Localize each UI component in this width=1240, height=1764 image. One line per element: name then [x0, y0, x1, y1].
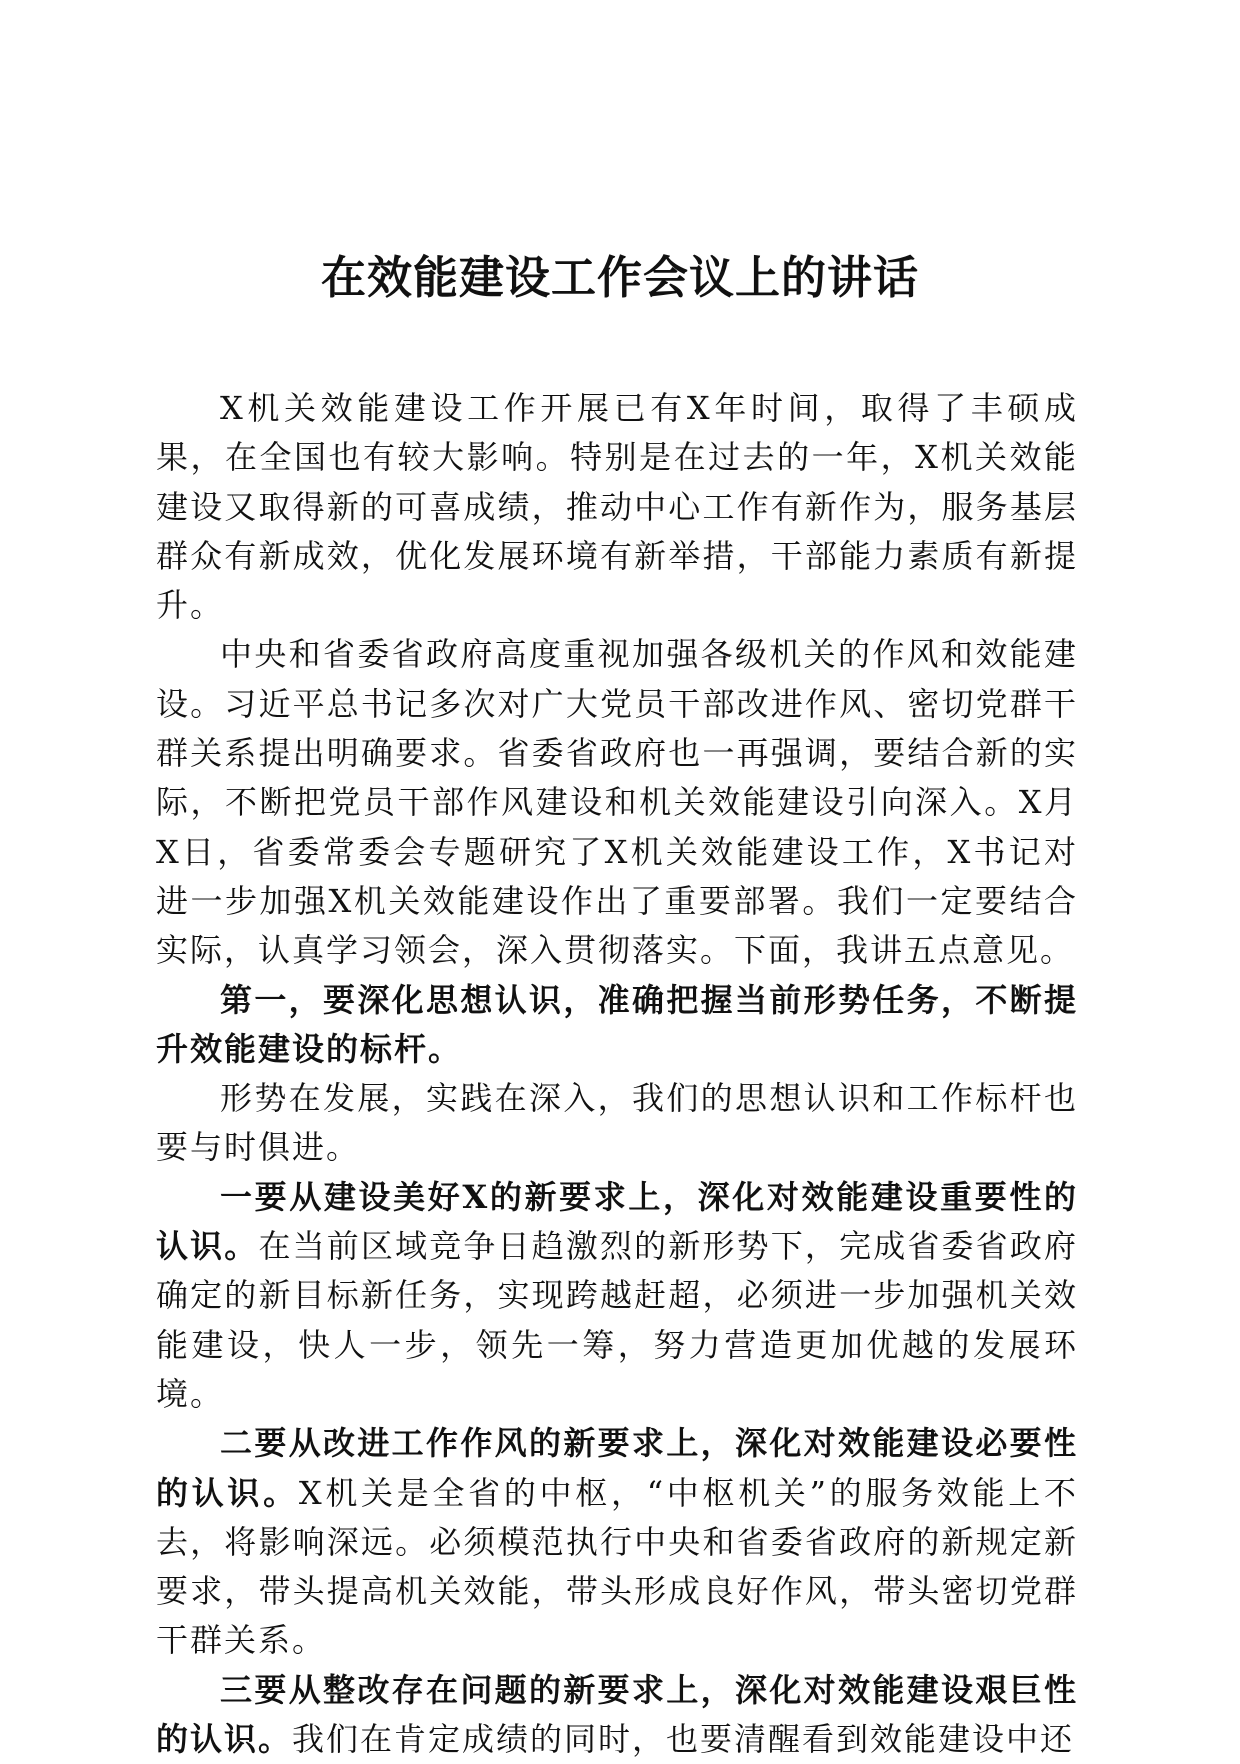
- paragraph: [156, 1074, 1078, 1173]
- paragraph: [156, 630, 1078, 975]
- paragraph: [156, 384, 1078, 630]
- section-heading: [156, 976, 1078, 1075]
- paragraph-text: 我们在肯定成绩的同时，也要清醒看到效能建设中还: [292, 1720, 1075, 1759]
- paragraph-text: 形势在发展，实践在深入，我们的思想认识和工作标杆也要与时俱进。: [156, 1079, 1078, 1167]
- section-heading-text: 第一，要深化思想认识，准确把握当前形势任务，不断提升效能建设的标杆。: [156, 980, 1078, 1068]
- paragraph-text: 中央和省委省政府高度重视加强各级机关的作风和效能建设。习近平总书记多次对广大党员干部改进作风、密切党群干群关系提出明确要求。省委省政府也一再强调，要结合新的实际，不断把党员干部作风建设和机关效能建设引向深入。X月X日，省委常委会专题研究了X机关效能建设工作，X书记对进一步加强X机关效能建设作出了重要部署。我们一定要结合实际，认真学习领会，深入贯彻落实。下面，我讲五点意见。: [156, 635, 1078, 970]
- document-body: [156, 384, 1078, 1764]
- paragraph-lead: 二要从改进工作作风的新要求上，深化对效能建设必要性的认识。: [156, 1424, 1078, 1512]
- paragraph: [156, 1666, 1078, 1764]
- paragraph-text: X机关效能建设工作开展已有X年时间，取得了丰硕成果，在全国也有较大影响。特别是在过去的一年，X机关效能建设又取得新的可喜成绩，推动中心工作有新作为，服务基层群众有新成效，优化发展环境有新举措，干部能力素质有新提升。: [156, 389, 1078, 625]
- document-title: 在效能建设工作会议上的讲话: [320, 251, 919, 304]
- paragraph-lead: 三要从整改存在问题的新要求上，深化对效能建设艰巨性的认识。: [156, 1670, 1078, 1759]
- paragraph: [156, 1419, 1078, 1665]
- paragraph-text: 在当前区域竞争日趋激烈的新形势下，完成省委省政府确定的新目标新任务，实现跨越赶超，必须进一步加强机关效能建设，快人一步，领先一筹，努力营造更加优越的发展环境。: [156, 1227, 1078, 1413]
- paragraph-lead: 一要从建设美好X的新要求上，深化对效能建设重要性的认识。: [156, 1177, 1078, 1266]
- paragraph: [156, 1173, 1078, 1419]
- paragraph-text: X机关是全省的中枢，“中枢机关”的服务效能上不去，将影响深远。必须模范执行中央和省委省政府的新规定新要求，带头提高机关效能，带头形成良好作风，带头密切党群干群关系。: [156, 1473, 1078, 1660]
